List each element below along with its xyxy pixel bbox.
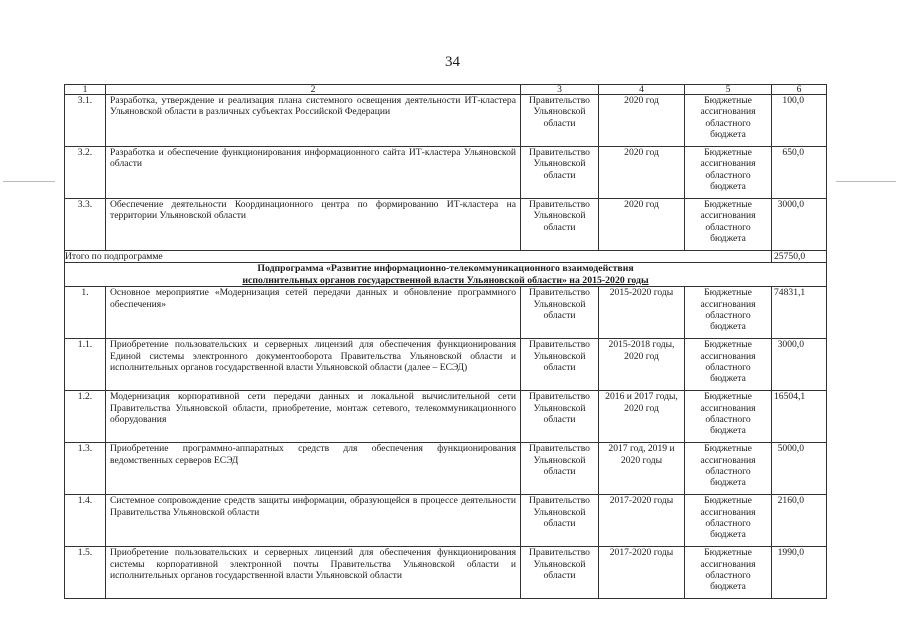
subprogram-row: [65, 263, 827, 287]
scan-artifact: [836, 181, 896, 182]
item-number: 1.4.: [65, 495, 106, 547]
item-amount: 2160,0: [772, 495, 827, 547]
table-row: [65, 339, 827, 391]
item-amount: 100,0: [772, 95, 827, 147]
item-number: 1.5.: [65, 547, 106, 599]
item-description: Системное сопровождение средств защиты информации, образующейся в процессе деятельности Правительства Ульяновской области: [106, 495, 521, 547]
table-row: [65, 199, 827, 251]
table-row: [65, 547, 827, 599]
item-term: 2020 год: [599, 95, 685, 147]
table-row: [65, 495, 827, 547]
item-amount: 3000,0: [772, 339, 827, 391]
item-number: 3.2.: [65, 147, 106, 199]
item-number: 3.1.: [65, 95, 106, 147]
item-executor: Правительство Ульяновской области: [521, 547, 599, 599]
item-amount: 1990,0: [772, 547, 827, 599]
table-row: [65, 147, 827, 199]
item-funding-source: Бюджетные ассигнования областного бюджета: [685, 287, 772, 339]
item-executor: Правительство Ульяновской области: [521, 95, 599, 147]
total-label: Итого по подпрограмме: [65, 251, 772, 263]
item-executor: Правительство Ульяновской области: [521, 339, 599, 391]
item-executor: Правительство Ульяновской области: [521, 199, 599, 251]
item-funding-source: Бюджетные ассигнования областного бюджета: [685, 95, 772, 147]
item-description: Разработка и обеспечение функционирования информационного сайта ИТ-кластера Ульяновской области: [106, 147, 521, 199]
item-term: 2015-2018 годы, 2020 год: [599, 339, 685, 391]
item-funding-source: Бюджетные ассигнования областного бюджета: [685, 443, 772, 495]
column-number: 5: [685, 85, 772, 95]
item-amount: 650,0: [772, 147, 827, 199]
item-executor: Правительство Ульяновской области: [521, 391, 599, 443]
item-amount: 3000,0: [772, 199, 827, 251]
item-funding-source: Бюджетные ассигнования областного бюджета: [685, 199, 772, 251]
item-funding-source: Бюджетные ассигнования областного бюджета: [685, 147, 772, 199]
item-executor: Правительство Ульяновской области: [521, 147, 599, 199]
item-term: 2017-2020 годы: [599, 547, 685, 599]
item-term: 2020 год: [599, 147, 685, 199]
item-executor: Правительство Ульяновской области: [521, 287, 599, 339]
item-amount: 74831,1: [772, 287, 827, 339]
item-description: Приобретение программно-аппаратных средств для обеспечения функционирования ведомственных серверов ЕСЭД: [106, 443, 521, 495]
item-description: Приобретение пользовательских и серверных лицензий для обеспечения функционирования системы корпоративной электронной почты Правительства Ульяновской области и исполнительных органов государственной власти Ульяновской области: [106, 547, 521, 599]
item-amount: 5000,0: [772, 443, 827, 495]
column-number-header: [65, 85, 827, 95]
item-executor: Правительство Ульяновской области: [521, 443, 599, 495]
item-funding-source: Бюджетные ассигнования областного бюджета: [685, 339, 772, 391]
subprogram-title-line2: исполнительных органов государственной власти Ульяновской области» на 2015-2020 годы: [242, 274, 649, 286]
total-row: [65, 251, 827, 263]
item-number: 1.2.: [65, 391, 106, 443]
table-row: [65, 443, 827, 495]
scan-artifact: [3, 181, 55, 182]
item-description: Разработка, утверждение и реализация плана системного освещения деятельности ИТ-кластера Ульяновской области в различных субъектах Российской Федерации: [106, 95, 521, 147]
page-number: 34: [445, 54, 460, 70]
total-amount: 25750,0: [772, 251, 827, 263]
item-number: 3.3.: [65, 199, 106, 251]
item-term: 2017-2020 годы: [599, 495, 685, 547]
table-row: [65, 391, 827, 443]
column-number: 3: [521, 85, 599, 95]
item-funding-source: Бюджетные ассигнования областного бюджета: [685, 391, 772, 443]
item-description: Обеспечение деятельности Координационного центра по формированию ИТ-кластера на территории Ульяновской области: [106, 199, 521, 251]
item-amount: 16504,1: [772, 391, 827, 443]
column-number: 6: [772, 85, 827, 95]
table-row: [65, 287, 827, 339]
item-number: 1.1.: [65, 339, 106, 391]
item-number: 1.3.: [65, 443, 106, 495]
subprogram-title: [65, 263, 827, 287]
item-term: 2015-2020 годы: [599, 287, 685, 339]
item-description: Приобретение пользовательских и серверных лицензий для обеспечения функционирования Единой системы электронного документооборота Правительства Ульяновской области и исполнительных органов государственной власти Ульяновской области (далее – ЕСЭД): [106, 339, 521, 391]
table-row: [65, 95, 827, 147]
item-term: 2020 год: [599, 199, 685, 251]
item-term: 2016 и 2017 годы, 2020 год: [599, 391, 685, 443]
column-number: 1: [65, 85, 106, 95]
subprogram-title-line1: Подпрограмма «Развитие информационно-телекоммуникационного взаимодействия: [257, 263, 634, 275]
program-table: [64, 84, 827, 599]
item-number: 1.: [65, 287, 106, 339]
column-number: 2: [106, 85, 521, 95]
column-number: 4: [599, 85, 685, 95]
item-description: Основное мероприятие «Модернизация сетей передачи данных и обновление программного обеспечения»: [106, 287, 521, 339]
item-funding-source: Бюджетные ассигнования областного бюджета: [685, 495, 772, 547]
item-description: Модернизация корпоративной сети передачи данных и локальной вычислительной сети Правительства Ульяновской области, приобретение, монтаж сетевого, телекоммуникационного оборудования: [106, 391, 521, 443]
item-executor: Правительство Ульяновской области: [521, 495, 599, 547]
item-funding-source: Бюджетные ассигнования областного бюджета: [685, 547, 772, 599]
item-term: 2017 год, 2019 и 2020 годы: [599, 443, 685, 495]
